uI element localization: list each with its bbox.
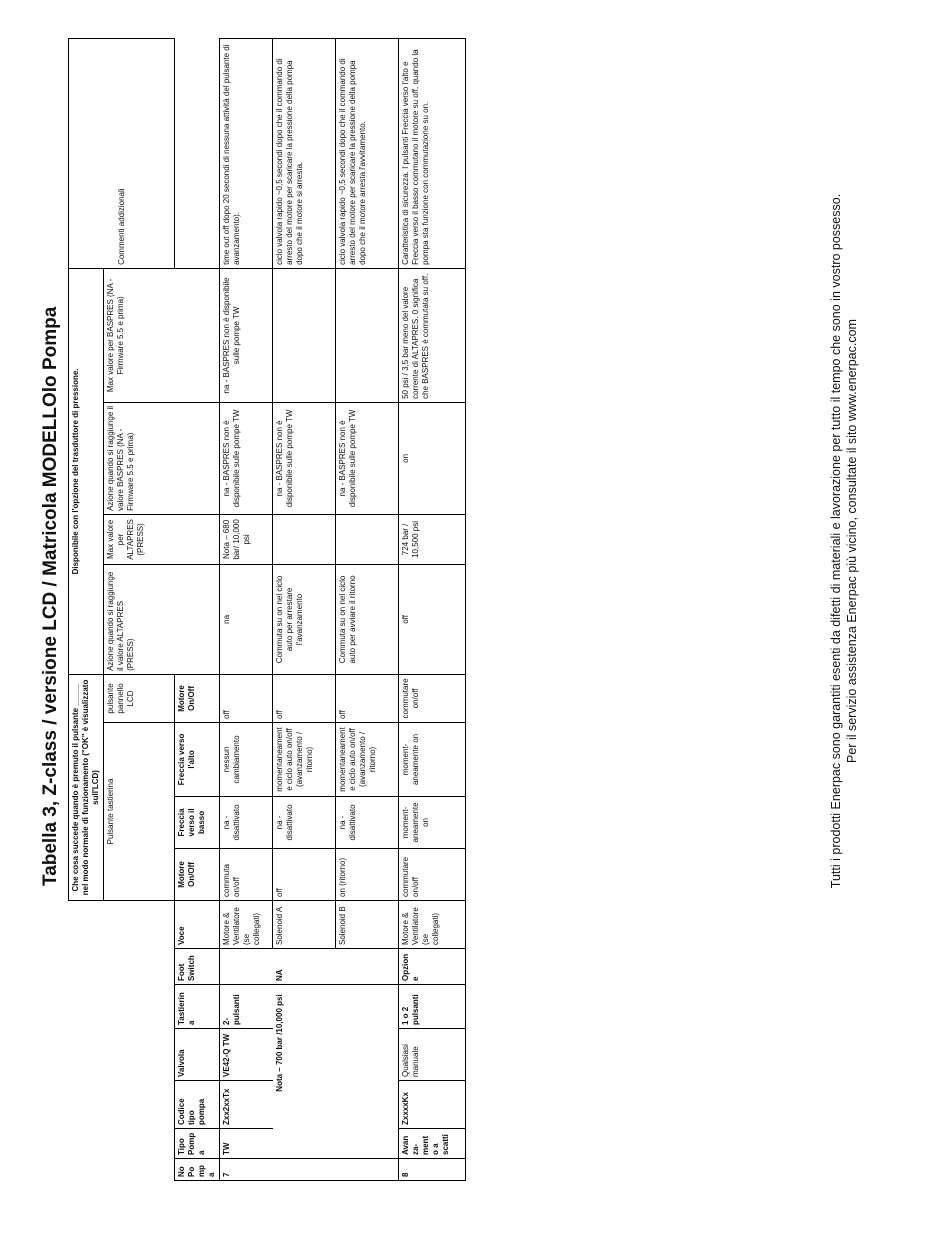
header-keypad-group: Pulsante tastierina xyxy=(104,722,175,900)
row7-motore: off xyxy=(273,848,336,900)
row7-tastierina: 2-pulsanti xyxy=(220,985,273,1029)
header-azione-baspres: Azione quando si raggiunge il valore BASPRES (NA - Firmware 5.5 e prima) xyxy=(104,402,220,514)
footer xyxy=(828,91,860,991)
footer-line-1: Tutti i prodotti Enerpac sono garantiti esenti da difetti di materiali e lavorazione per tutto il tempo che sono in vostro possesso. xyxy=(829,193,843,889)
header-valvola: Valvola xyxy=(175,1029,220,1081)
row7-azione-baspres: na - BASPRES non è disponibile sulle pompe TW xyxy=(220,402,273,514)
row7-freccia-alto: momentaneament e ciclo auto on/off (avanzamento / ritorno) xyxy=(336,722,399,796)
row7-nota: Nota – 700 bar /10,000 psi xyxy=(273,985,336,1159)
row7-foot-switch: NA xyxy=(273,949,336,985)
table-row xyxy=(273,38,336,1180)
row8-no: 8 xyxy=(399,1159,466,1181)
header-row-1 xyxy=(69,38,104,1180)
row8-freccia-alto: moment-aneamente on xyxy=(399,722,466,796)
row7-codice: Zxx2xxTx xyxy=(220,1081,273,1129)
row7-azione-baspres: na - BASPRES non è disponibile sulle pompe TW xyxy=(336,402,399,514)
row7-azione-baspres: na - BASPRES non è disponibile sulle pompe TW xyxy=(273,402,336,514)
table-row xyxy=(336,38,399,1180)
row7-commenti: ciclo valvola rapido ~0,5 secondi dopo che il commando di arresto del motore per scaricare la pressione della pompa dopo che il motore si arresta. xyxy=(273,38,336,268)
header-no-pompa: No Pompa xyxy=(175,1159,220,1181)
header-voce: Voce xyxy=(175,900,220,948)
row8-azione-baspres: on xyxy=(399,402,466,514)
row7-motore: commuta on/off xyxy=(220,848,273,900)
header-tipo-pompa: Tipo Pompa xyxy=(175,1129,220,1159)
row7-tipo: TW xyxy=(220,1129,273,1159)
header-codice: Codice tipo pompa xyxy=(175,1081,220,1129)
row7-freccia-alto: momentaneament e ciclo auto on/off (avanzamento / ritorno) xyxy=(273,722,336,796)
pump-table xyxy=(68,38,466,1181)
row7-valvola: VE42-Q TW xyxy=(220,1029,273,1081)
row7-pulsante-lcd: off xyxy=(336,674,399,722)
row7-motore: on (ritorno) xyxy=(336,848,399,900)
row7-max-baspres xyxy=(273,268,336,402)
header-foot-switch: Foot Switch xyxy=(175,949,220,985)
row7-pulsante-lcd: off xyxy=(220,674,273,722)
row8-voce: Motore & Ventilatore (se collegati) xyxy=(399,900,466,948)
row7-voce: Solenoid B xyxy=(336,900,399,948)
row7-freccia-basso: na - disattivato xyxy=(336,796,399,848)
row8-commenti: Caratteristica di sicurezza. I pulsanti Freccia verso l'alto e Freccia verso il basso commutano il motore su off, quando la pompa sta funzione con commutazione su on. xyxy=(399,38,466,268)
header-commenti: Commenti addizionali xyxy=(69,38,175,268)
table-title: Tabella 3, Z-class / versione LCD / Matricola MODELLOlo Pompa xyxy=(40,306,61,886)
header-freccia-alto: Freccia verso l'alto xyxy=(175,722,220,796)
row7-max-baspres xyxy=(336,268,399,402)
row7-commenti: time out off dopo 20 secondi di nessuna attività del pulsante di avanzamento). xyxy=(220,38,273,268)
header-max-baspres: Max valore per BASPRES (NA - Firmware 5.5 e prima) xyxy=(104,268,220,402)
row7-azione-altapres: na xyxy=(220,564,273,674)
header-pulsante-lcd: pulsante pannello LCD xyxy=(104,674,175,722)
row7-freccia-basso: na - disattivato xyxy=(273,796,336,848)
header-motore-onoff-2: Motore On/Off xyxy=(175,674,220,722)
row8-freccia-basso: moment-aneamente on xyxy=(399,796,466,848)
row8-max-baspres: 50 psi / 3,5 bar meno del valore corrente di ALTAPRES. 0 significa che BASPRES è commutata su off. xyxy=(399,268,466,402)
header-max-altapres: Max valore per ALTAPRES (PRESS) xyxy=(104,514,220,564)
row8-max-altapres: 724 bar / 10,500 psi xyxy=(399,514,466,564)
row7-freccia-basso: na - disattivato xyxy=(220,796,273,848)
row7-pulsante-lcd: off xyxy=(273,674,336,722)
table-row xyxy=(220,38,273,1180)
row8-tastierina: 1 o 2 pulsanti xyxy=(399,985,466,1029)
row7-max-altapres xyxy=(336,514,399,564)
row7-azione-altapres: Commuta su on nel ciclo auto per arrestare l'avanzamento xyxy=(273,564,336,674)
header-motore-onoff: Motore On/Off xyxy=(175,848,220,900)
row7-voce: Motore & Ventilatore (se collegati) xyxy=(220,900,273,948)
row8-pulsante-lcd: commutare on/off xyxy=(399,674,466,722)
row7-no: 7 xyxy=(220,1159,273,1181)
row8-azione-altapres: off xyxy=(399,564,466,674)
row8-motore: commutare on/off xyxy=(399,848,466,900)
row8-tipo: Avanza-mento a scatti xyxy=(399,1129,466,1159)
header-azione-altapres: Azione quando si raggiunge il valore ALTAPRES (PRESS) xyxy=(104,564,220,674)
header-pressure-group: Disponibile con l'opzione del trasduttore di pressione. xyxy=(69,268,104,674)
table-row xyxy=(399,38,466,1180)
header-freccia-basso: Freccia verso il basso xyxy=(175,796,220,848)
header-lcd-group: Che cosa succede quando è premuto il pulsante _____ nel modo normale di funzionamento ("OK" è visualizzato sull'LCD) xyxy=(69,674,104,900)
row7-commenti: ciclo valvola rapido ~0,5 secondi dopo che il commando di arresto del motore per scaricare la pressione della pompa dopo che il motore arresta l'avvitamento. xyxy=(336,38,399,268)
footer-line-2: Per il servizio assistenza Enerpac più vicino, consultate il sito www.enerpac.com xyxy=(845,319,859,763)
row8-foot-switch: Opzione xyxy=(399,949,466,985)
row8-valvola: Qualsiasi manuale xyxy=(399,1029,466,1081)
row7-freccia-alto: nessun cambiamento xyxy=(220,722,273,796)
row7-max-altapres xyxy=(273,514,336,564)
row8-codice: ZxxxxKx xyxy=(399,1081,466,1129)
header-tastierina: Tastierina xyxy=(175,985,220,1029)
row7-voce: Solenoid A xyxy=(273,900,336,948)
row7-azione-altapres: Commuta su on nel ciclo auto per avviare il ritorno xyxy=(336,564,399,674)
row7-max-altapres: Nota – 680 bar/ 10,000 psi xyxy=(220,514,273,564)
row7-max-baspres: na - BASPRES non è disponibile sulle pompe TW xyxy=(220,268,273,402)
